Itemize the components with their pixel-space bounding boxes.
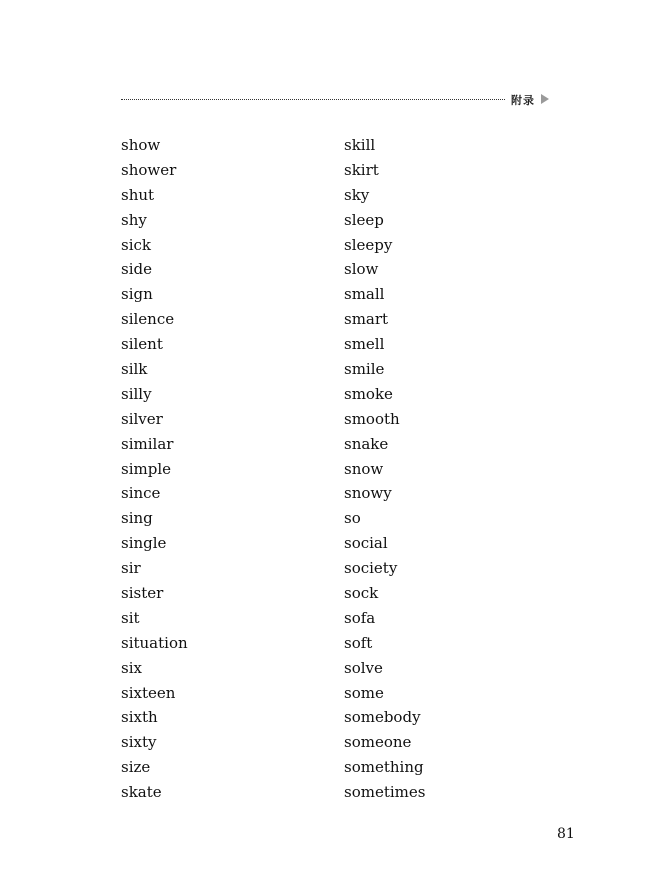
word-entry: some — [344, 683, 384, 702]
word-entry: smoke — [344, 384, 393, 403]
word-entry: silver — [121, 409, 163, 428]
word-entry: sixth — [121, 708, 158, 727]
word-entry: smell — [344, 335, 385, 354]
word-entry: since — [121, 484, 161, 503]
section-label: 附录 — [511, 94, 535, 107]
word-entry: sit — [121, 608, 140, 627]
word-entry: sleepy — [344, 235, 393, 254]
word-entry: sick — [121, 235, 151, 254]
word-entry: six — [121, 658, 142, 677]
word-entry: silly — [121, 384, 152, 403]
word-entry: sock — [344, 584, 379, 603]
word-entry: solve — [344, 658, 383, 677]
word-entry: simple — [121, 459, 171, 478]
word-entry: somebody — [344, 708, 421, 727]
word-entry: smart — [344, 310, 389, 329]
word-entry: something — [344, 758, 424, 777]
triangle-right-icon — [541, 94, 549, 104]
word-entry: sofa — [344, 608, 376, 627]
header-dotted-rule — [121, 99, 505, 100]
word-entry: smile — [344, 360, 385, 379]
word-entry: sleep — [344, 210, 384, 229]
word-entry: slow — [344, 260, 379, 279]
word-entry: situation — [121, 633, 188, 652]
word-entry: shower — [121, 160, 177, 179]
word-entry: sing — [121, 509, 153, 528]
word-entry: sky — [344, 185, 370, 204]
word-entry: side — [121, 260, 152, 279]
word-entry: single — [121, 534, 167, 553]
word-entry: sixteen — [121, 683, 176, 702]
word-entry: silence — [121, 310, 175, 329]
word-entry: smooth — [344, 409, 400, 428]
word-entry: so — [344, 509, 361, 528]
word-entry: small — [344, 285, 385, 304]
word-entry: silk — [121, 360, 148, 379]
word-entry: sister — [121, 584, 164, 603]
word-entry: social — [344, 534, 388, 553]
word-entry: snake — [344, 434, 389, 453]
word-entry: snowy — [344, 484, 392, 503]
word-entry: silent — [121, 335, 163, 354]
word-entry: size — [121, 758, 151, 777]
page-number: 81 — [557, 826, 575, 842]
word-entry: someone — [344, 733, 412, 752]
word-entry: soft — [344, 633, 373, 652]
word-entry: sir — [121, 559, 141, 578]
word-entry: sometimes — [344, 783, 426, 802]
word-entry: skate — [121, 783, 162, 802]
word-entry: shy — [121, 210, 147, 229]
word-entry: snow — [344, 459, 384, 478]
word-entry: skirt — [344, 160, 379, 179]
word-entry: skill — [344, 136, 376, 154]
word-entry: show — [121, 136, 161, 154]
word-entry: shut — [121, 185, 155, 204]
word-list-right — [344, 133, 425, 805]
word-entry: sign — [121, 285, 153, 304]
word-entry: similar — [121, 434, 174, 453]
word-entry: society — [344, 559, 398, 578]
word-list-left — [121, 133, 188, 805]
word-entry: sixty — [121, 733, 157, 752]
